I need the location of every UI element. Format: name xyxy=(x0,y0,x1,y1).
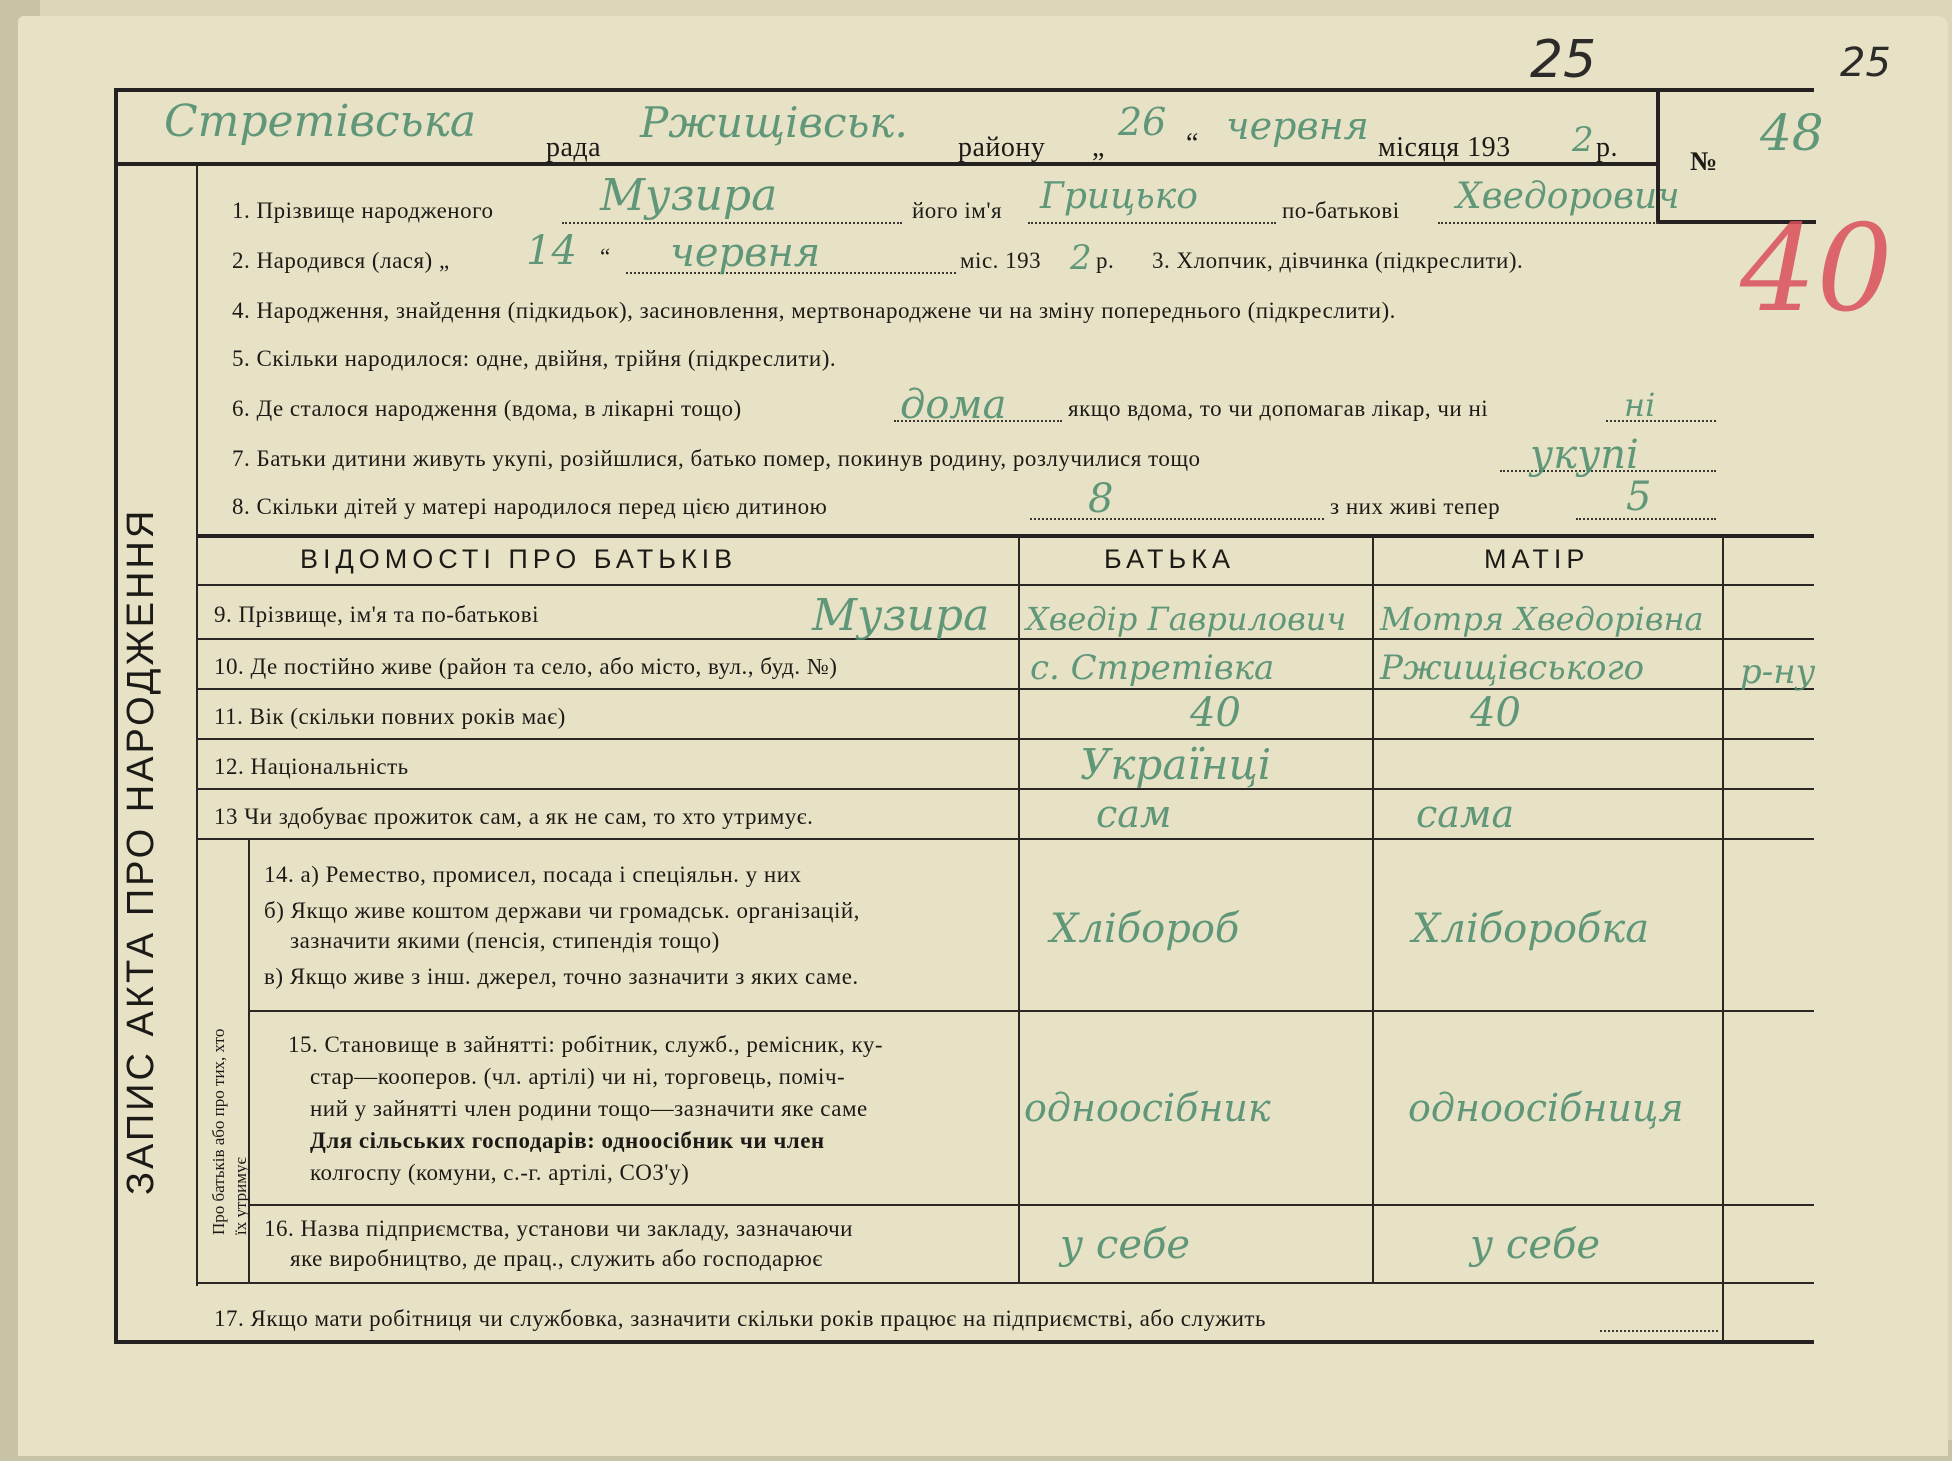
residence-district: р-ну xyxy=(1740,652,1816,692)
row17-label: 17. Якщо мати робітниця чи службовка, зазначити скільки років працює на підприємстві, або служить xyxy=(214,1306,1266,1331)
row7-label: 7. Батьки дитини живуть укупі, розійшлися, батько помер, покинув родину, розлучилися тощо xyxy=(232,446,1201,471)
row13-label: 13 Чи здобуває прожиток сам, а як не сам, то хто утримує. xyxy=(214,804,814,829)
col-rule xyxy=(1722,536,1724,1342)
rada-label: рада xyxy=(546,132,602,163)
birth-day: 14 xyxy=(526,228,577,274)
child-name: Грицько xyxy=(1040,176,1198,217)
father-workplace: у себе xyxy=(1060,1222,1191,1268)
row-rule xyxy=(248,1010,1814,1012)
patronymic-label: по-батькові xyxy=(1282,198,1400,223)
doctor-answer: ні xyxy=(1624,386,1656,424)
parents-status: укупі xyxy=(1530,432,1639,478)
row-rule xyxy=(198,1282,1814,1284)
row5-label: 5. Скільки народилося: одне, двійня, трійня (підкреслити). xyxy=(232,346,837,371)
row2-label: 2. Народився (лася) „ xyxy=(232,248,450,273)
registration-month: червня xyxy=(1226,104,1369,148)
row2-quote: “ xyxy=(600,244,611,269)
alive-label: з них живі тепер xyxy=(1330,494,1501,519)
pencil-page-number-right: 25 xyxy=(1840,40,1891,86)
father-occupation: Хлібороб xyxy=(1050,906,1240,952)
row-rule xyxy=(248,1204,1814,1206)
row10-label: 10. Де постійно живе (район та село, або місто, вул., буд. №) xyxy=(214,654,838,679)
registration-day: 26 xyxy=(1118,100,1167,144)
row14-c: в) Якщо живе з інш. джерел, точно зазначити з яких саме. xyxy=(264,964,859,989)
birth-place: дома xyxy=(900,382,1007,428)
row4-label: 4. Народження, знайдення (підкидьок), засиновлення, мертвонароджене чи на зміну попереднього (підкреслити). xyxy=(232,298,1396,323)
month-label: місяця 193 xyxy=(1378,132,1511,163)
father-fullname: Хведір Гаврилович xyxy=(1026,600,1347,638)
table-header-rule xyxy=(198,584,1814,586)
header-mother: МАТІР xyxy=(1484,544,1590,574)
name-line xyxy=(1028,222,1276,224)
row8-line xyxy=(1030,518,1324,520)
gender-label: 3. Хлопчик, дівчинка (підкреслити). xyxy=(1152,248,1524,273)
birth-year-digit: 2 xyxy=(1070,238,1092,278)
table-top-rule xyxy=(198,534,1814,538)
quote-close: “ xyxy=(1186,128,1199,159)
col-rule xyxy=(1018,536,1020,1282)
year-suffix: р. xyxy=(1596,132,1618,163)
mother-residence: Ржищівського xyxy=(1380,648,1645,688)
col-rule xyxy=(1372,536,1374,1282)
row-rule xyxy=(198,638,1814,640)
row15-l2: стар—кооперов. (чл. артілі) чи ні, торговець, поміч- xyxy=(310,1064,846,1089)
child-patronymic: Хведорович xyxy=(1456,176,1680,217)
mother-age: 40 xyxy=(1470,690,1521,736)
patronymic-line xyxy=(1438,222,1658,224)
row16-l1: 16. Назва підприємства, установи чи закладу, зазначаючи xyxy=(264,1216,853,1241)
mother-employment-status: одноосібниця xyxy=(1408,1086,1684,1130)
row6-label: 6. Де сталося народження (вдома, в лікарні тощо) xyxy=(232,396,742,421)
row1-label: 1. Прізвище народженого xyxy=(232,198,494,223)
number-label: № xyxy=(1690,146,1718,176)
header-parents-info: ВІДОМОСТІ ПРО БАТЬКІВ xyxy=(300,544,738,574)
row16-l2: яке виробництво, де прац., служить або господарює xyxy=(290,1246,823,1271)
row-rule xyxy=(198,688,1814,690)
father-employment-status: одноосібник xyxy=(1024,1086,1271,1130)
birth-year-suffix: р. xyxy=(1096,248,1115,273)
row-rule xyxy=(198,788,1814,790)
quote-open: „ xyxy=(1092,132,1105,163)
row-rule xyxy=(198,838,1814,840)
parents-surname: Музира xyxy=(812,590,990,641)
children-count: 8 xyxy=(1088,476,1114,522)
mother-workplace: у себе xyxy=(1470,1222,1601,1268)
birth-month: червня xyxy=(670,230,821,276)
row12-label: 12. Національність xyxy=(214,754,409,779)
name-label: його ім'я xyxy=(912,198,1003,223)
nationality: Українці xyxy=(1080,740,1272,789)
child-surname: Музира xyxy=(600,170,778,221)
side-column-rule xyxy=(196,166,198,1286)
alive-count: 5 xyxy=(1626,474,1652,520)
side-subtitle: Про батьків або про тих, хто їх утримує xyxy=(209,1028,250,1235)
registration-year-digit: 2 xyxy=(1572,120,1594,160)
father-residence: с. Стретівка xyxy=(1030,648,1275,688)
row14-b2: зазначити якими (пенсія, стипендія тощо) xyxy=(290,928,720,953)
mother-fullname: Мотря Хведорівна xyxy=(1380,600,1704,638)
doctor-label: якщо вдома, то чи допомагав лікар, чи ні xyxy=(1068,396,1489,421)
side-title: ЗАПИС АКТА ПРО НАРОДЖЕННЯ xyxy=(120,507,162,1195)
pencil-page-number: 25 xyxy=(1530,30,1597,90)
row9-label: 9. Прізвище, ім'я та по-батькові xyxy=(214,602,539,627)
row17-line xyxy=(1600,1330,1718,1332)
header-father: БАТЬКА xyxy=(1104,544,1235,574)
doctor-line xyxy=(1606,420,1716,422)
mother-occupation: Хліборобка xyxy=(1412,906,1650,952)
row15-l5: колгоспу (комуни, с.-г. артілі, СОЗ'у) xyxy=(310,1160,690,1185)
birth-year-label: міс. 193 xyxy=(960,248,1042,273)
row-rule xyxy=(198,738,1814,740)
row11-label: 11. Вік (скільки повних років має) xyxy=(214,704,566,729)
father-support: сам xyxy=(1096,792,1172,836)
row8-label: 8. Скільки дітей у матері народилося перед цією дитиною xyxy=(232,494,828,519)
row15-l3: ний у зайнятті член родини тощо—зазначити яке саме xyxy=(310,1096,868,1121)
district-name: Ржищівськ. xyxy=(640,98,908,147)
row14-a: 14. а) Ремество, промисел, посада і спеціяльн. у них xyxy=(264,862,802,887)
record-number: 48 xyxy=(1760,104,1824,162)
row15-l1: 15. Становище в зайнятті: робітник, служб., ремісник, ку- xyxy=(288,1032,883,1057)
row14-b: б) Якщо живе коштом держави чи громадськ. організацій, xyxy=(264,898,860,923)
mother-support: сама xyxy=(1416,792,1515,836)
father-age: 40 xyxy=(1190,690,1241,736)
row15-l4: Для сільських господарів: одноосібник чи член xyxy=(310,1128,825,1153)
council-name: Стретівська xyxy=(164,96,477,147)
raion-label: району xyxy=(958,132,1046,163)
row1-line xyxy=(562,222,902,224)
red-annotation: 40 xyxy=(1740,200,1893,339)
